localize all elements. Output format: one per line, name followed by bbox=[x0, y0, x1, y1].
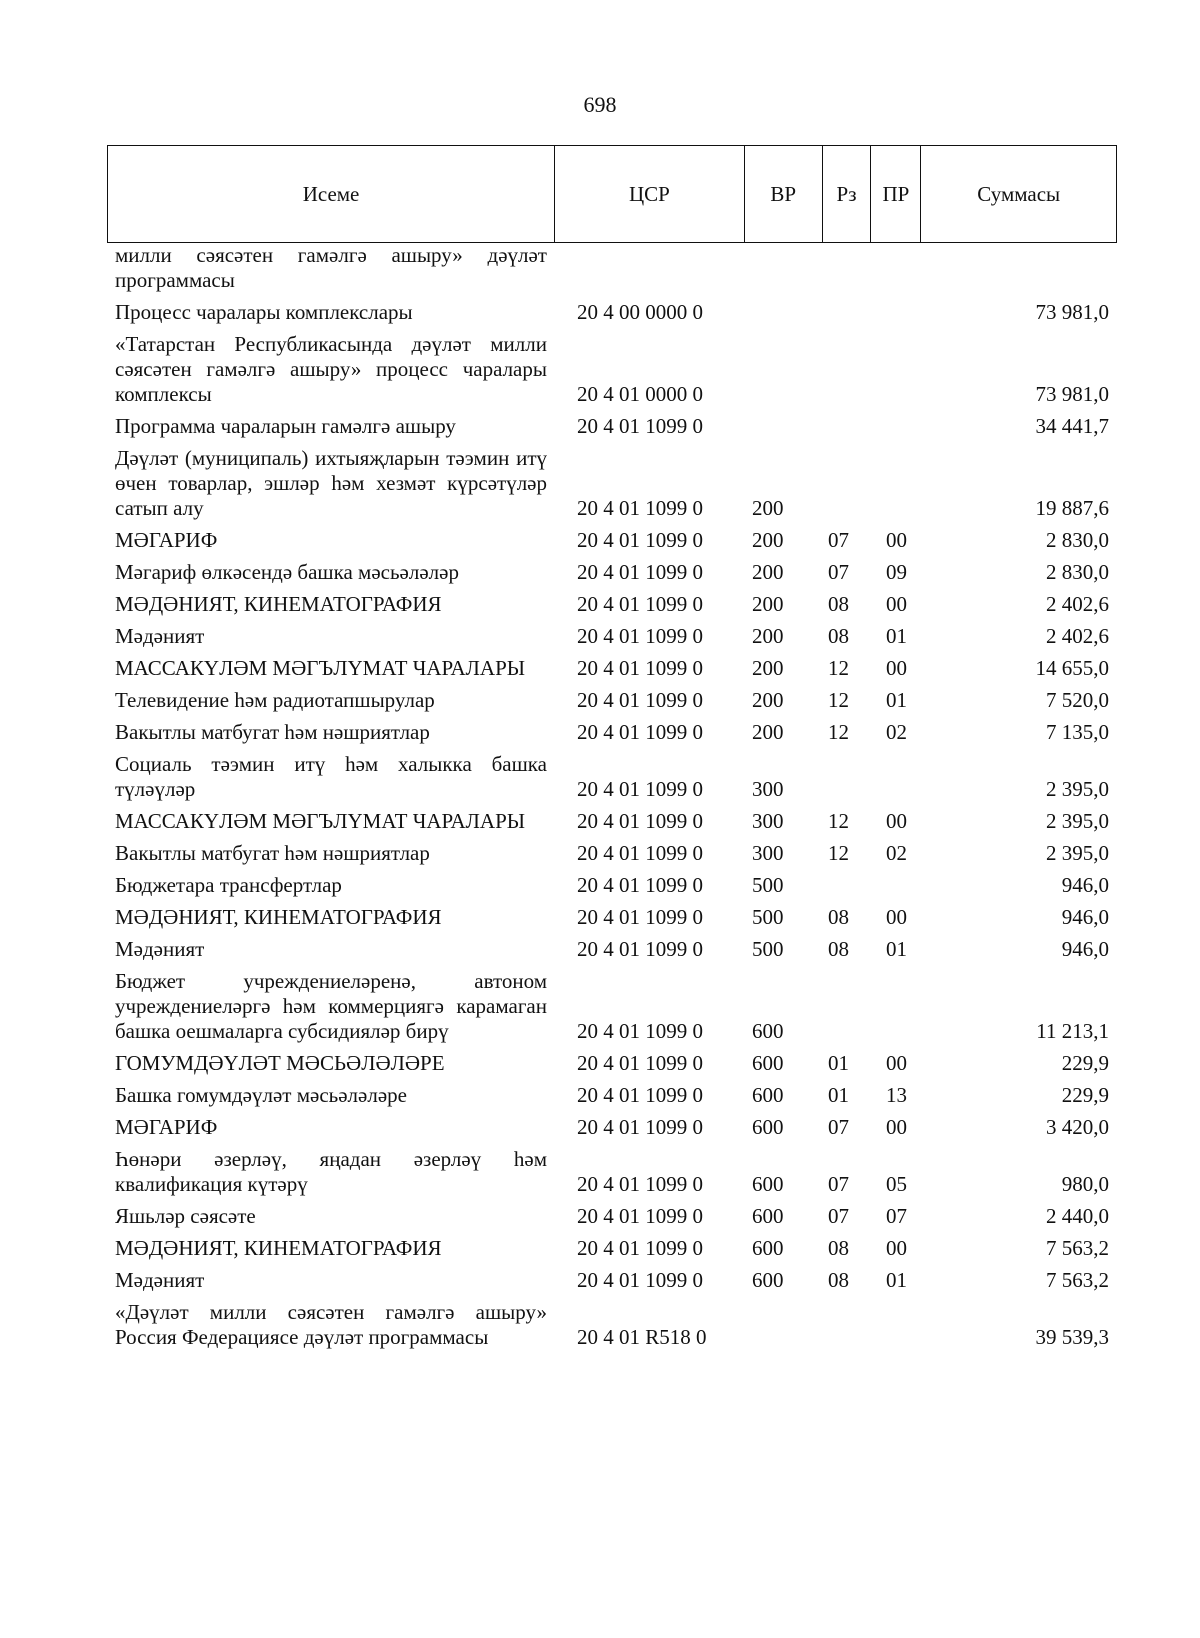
row-rz: 07 bbox=[828, 1172, 849, 1196]
table-row bbox=[107, 446, 1117, 521]
row-name: МӘГАРИФ bbox=[115, 1115, 218, 1139]
table-row bbox=[107, 1115, 1117, 1140]
row-rz: 12 bbox=[828, 720, 849, 744]
row-name: Социаль тәэмин итү һәм халыкка башка түләүләр bbox=[115, 752, 547, 801]
table-row bbox=[107, 969, 1117, 1044]
row-csr: 20 4 01 1099 0 bbox=[577, 560, 703, 584]
row-csr: 20 4 01 1099 0 bbox=[577, 414, 703, 438]
row-vr: 200 bbox=[752, 624, 784, 648]
row-vr: 500 bbox=[752, 905, 784, 929]
row-pr: 00 bbox=[886, 1051, 907, 1075]
row-vr bbox=[745, 243, 823, 293]
row-csr: 20 4 01 1099 0 bbox=[577, 1083, 703, 1107]
row-csr: 20 4 01 1099 0 bbox=[577, 873, 703, 897]
row-pr bbox=[872, 752, 922, 802]
row-sum: 7 135,0 bbox=[1046, 720, 1109, 744]
row-rz bbox=[823, 243, 872, 293]
row-name: Вакытлы матбугат һәм нәшриятлар bbox=[115, 720, 430, 744]
row-csr: 20 4 01 1099 0 bbox=[577, 592, 703, 616]
row-pr: 09 bbox=[886, 560, 907, 584]
row-csr: 20 4 01 1099 0 bbox=[577, 1051, 703, 1075]
row-vr: 600 bbox=[752, 1115, 784, 1139]
row-name: Башка гомумдәүләт мәсьәләләре bbox=[115, 1083, 407, 1107]
row-sum: 229,9 bbox=[1061, 1051, 1109, 1075]
row-rz: 12 bbox=[828, 656, 849, 680]
row-vr: 200 bbox=[752, 720, 784, 744]
table-row bbox=[107, 752, 1117, 802]
table-row bbox=[107, 841, 1117, 866]
table-row bbox=[107, 528, 1117, 553]
row-vr: 200 bbox=[752, 496, 784, 520]
row-vr bbox=[745, 300, 823, 325]
row-vr: 600 bbox=[752, 1268, 784, 1292]
row-sum: 73 981,0 bbox=[1035, 300, 1109, 324]
row-vr: 300 bbox=[752, 841, 784, 865]
table-row bbox=[107, 1300, 1117, 1350]
row-pr: 07 bbox=[886, 1204, 907, 1228]
row-csr: 20 4 01 1099 0 bbox=[577, 1115, 703, 1139]
row-pr bbox=[872, 300, 922, 325]
row-vr: 200 bbox=[752, 528, 784, 552]
row-vr: 600 bbox=[752, 1236, 784, 1260]
row-rz: 08 bbox=[828, 905, 849, 929]
row-name: Программа чараларын гамәлгә ашыру bbox=[115, 414, 456, 438]
row-pr: 02 bbox=[886, 841, 907, 865]
row-vr: 600 bbox=[752, 1083, 784, 1107]
header-vr: ВР bbox=[745, 146, 823, 242]
row-pr: 02 bbox=[886, 720, 907, 744]
row-csr: 20 4 01 1099 0 bbox=[577, 1204, 703, 1228]
row-rz: 07 bbox=[828, 1115, 849, 1139]
header-rz: Рз bbox=[823, 146, 872, 242]
table-row bbox=[107, 720, 1117, 745]
row-vr bbox=[745, 414, 823, 439]
page-number: 698 bbox=[583, 92, 617, 117]
row-pr bbox=[872, 969, 922, 1044]
table-row bbox=[107, 1236, 1117, 1261]
table-row bbox=[107, 937, 1117, 962]
row-sum: 73 981,0 bbox=[1035, 382, 1109, 406]
row-name: МӘДӘНИЯТ, КИНЕМАТОГРАФИЯ bbox=[115, 905, 442, 929]
row-name: Бюджет учреждениеләренә, автоном учреждениеләргә һәм коммерциягә карамаган башка оешмаларга субсидияләр бирү bbox=[115, 969, 547, 1043]
table-row bbox=[107, 243, 1117, 293]
row-rz bbox=[823, 969, 872, 1044]
table-row bbox=[107, 624, 1117, 649]
table-row bbox=[107, 300, 1117, 325]
row-name: Дәүләт (муниципаль) ихтыяҗларын тәэмин итү өчен товарлар, эшләр һәм хезмәт күрсәтүләр сатып алу bbox=[115, 446, 547, 520]
row-name: МАССАКҮЛӘМ МӘГЪЛҮМАТ ЧАРАЛАРЫ bbox=[115, 656, 526, 680]
row-csr: 20 4 01 1099 0 bbox=[577, 1268, 703, 1292]
row-rz: 12 bbox=[828, 688, 849, 712]
table-row bbox=[107, 688, 1117, 713]
row-vr: 600 bbox=[752, 1051, 784, 1075]
row-pr bbox=[872, 414, 922, 439]
row-rz: 07 bbox=[828, 560, 849, 584]
row-vr: 600 bbox=[752, 1019, 784, 1043]
row-vr: 200 bbox=[752, 592, 784, 616]
table-row bbox=[107, 1083, 1117, 1108]
row-pr bbox=[872, 332, 922, 407]
row-sum: 2 395,0 bbox=[1046, 777, 1109, 801]
row-csr: 20 4 01 1099 0 bbox=[577, 720, 703, 744]
table-row bbox=[107, 332, 1117, 407]
row-vr: 200 bbox=[752, 560, 784, 584]
table-row bbox=[107, 1147, 1117, 1197]
row-rz bbox=[823, 414, 872, 439]
row-csr: 20 4 01 1099 0 bbox=[577, 809, 703, 833]
row-vr bbox=[745, 1300, 823, 1350]
row-vr: 300 bbox=[752, 777, 784, 801]
row-name: милли сәясәтен гамәлгә ашыру» дәүләт программасы bbox=[115, 243, 547, 292]
row-sum: 14 655,0 bbox=[1035, 656, 1109, 680]
row-rz bbox=[823, 446, 872, 521]
row-csr: 20 4 01 1099 0 bbox=[577, 1236, 703, 1260]
row-rz: 07 bbox=[828, 528, 849, 552]
row-pr: 13 bbox=[886, 1083, 907, 1107]
row-sum: 2 830,0 bbox=[1046, 528, 1109, 552]
row-pr: 01 bbox=[886, 937, 907, 961]
row-pr: 00 bbox=[886, 1115, 907, 1139]
row-name: МӘГАРИФ bbox=[115, 528, 218, 552]
table-row bbox=[107, 905, 1117, 930]
row-csr: 20 4 01 1099 0 bbox=[577, 1019, 703, 1043]
row-csr: 20 4 01 1099 0 bbox=[577, 937, 703, 961]
row-sum: 229,9 bbox=[1061, 1083, 1109, 1107]
row-sum: 2 402,6 bbox=[1046, 624, 1109, 648]
row-name: МӘДӘНИЯТ, КИНЕМАТОГРАФИЯ bbox=[115, 1236, 442, 1260]
row-csr: 20 4 01 1099 0 bbox=[577, 624, 703, 648]
table-row bbox=[107, 656, 1117, 681]
table-row bbox=[107, 592, 1117, 617]
row-name: МӘДӘНИЯТ, КИНЕМАТОГРАФИЯ bbox=[115, 592, 442, 616]
row-vr: 600 bbox=[752, 1172, 784, 1196]
table-body bbox=[107, 243, 1117, 1357]
row-vr: 200 bbox=[752, 688, 784, 712]
table-header bbox=[107, 145, 1117, 243]
row-pr bbox=[872, 243, 922, 293]
row-sum: 946,0 bbox=[1061, 905, 1109, 929]
row-sum: 2 830,0 bbox=[1046, 560, 1109, 584]
row-sum: 946,0 bbox=[1061, 873, 1109, 897]
row-rz: 07 bbox=[828, 1204, 849, 1228]
row-rz: 08 bbox=[828, 624, 849, 648]
row-rz: 12 bbox=[828, 809, 849, 833]
row-csr: 20 4 00 0000 0 bbox=[577, 300, 703, 324]
row-pr bbox=[872, 1300, 922, 1350]
row-name: Процесс чаралары комплекслары bbox=[115, 300, 413, 324]
row-name: Һөнәри әзерләү, яңадан әзерләү һәм квалификация күтәрү bbox=[115, 1147, 547, 1196]
row-csr: 20 4 01 R518 0 bbox=[577, 1325, 707, 1349]
row-sum: 39 539,3 bbox=[1035, 1325, 1109, 1349]
row-csr: 20 4 01 1099 0 bbox=[577, 528, 703, 552]
row-pr: 00 bbox=[886, 905, 907, 929]
row-name: Телевидение һәм радиотапшырулар bbox=[115, 688, 435, 712]
row-rz bbox=[823, 752, 872, 802]
row-pr: 00 bbox=[886, 656, 907, 680]
row-csr: 20 4 01 1099 0 bbox=[577, 496, 703, 520]
row-pr bbox=[872, 446, 922, 521]
row-name: «Татарстан Республикасында дәүләт милли сәясәтен гамәлгә ашыру» процесс чаралары комплексы bbox=[115, 332, 547, 406]
row-rz bbox=[823, 332, 872, 407]
row-vr: 600 bbox=[752, 1204, 784, 1228]
row-csr: 20 4 01 1099 0 bbox=[577, 656, 703, 680]
row-csr: 20 4 01 1099 0 bbox=[577, 841, 703, 865]
table-row bbox=[107, 1268, 1117, 1293]
row-rz: 08 bbox=[828, 1236, 849, 1260]
row-vr: 300 bbox=[752, 809, 784, 833]
table-row bbox=[107, 809, 1117, 834]
row-pr: 01 bbox=[886, 688, 907, 712]
row-pr: 00 bbox=[886, 528, 907, 552]
row-sum: 980,0 bbox=[1061, 1172, 1109, 1196]
row-pr: 05 bbox=[886, 1172, 907, 1196]
row-csr: 20 4 01 1099 0 bbox=[577, 777, 703, 801]
row-sum: 11 213,1 bbox=[1036, 1019, 1109, 1043]
row-sum: 946,0 bbox=[1061, 937, 1109, 961]
row-name: МАССАКҮЛӘМ МӘГЪЛҮМАТ ЧАРАЛАРЫ bbox=[115, 809, 526, 833]
row-sum bbox=[922, 243, 1117, 293]
row-rz bbox=[823, 873, 872, 898]
row-sum: 19 887,6 bbox=[1035, 496, 1109, 520]
row-name: Яшьләр сәясәте bbox=[115, 1204, 256, 1228]
row-sum: 7 563,2 bbox=[1046, 1268, 1109, 1292]
row-sum: 7 563,2 bbox=[1046, 1236, 1109, 1260]
row-name: Мәдәният bbox=[115, 1268, 205, 1292]
row-pr bbox=[872, 873, 922, 898]
table-row bbox=[107, 1051, 1117, 1076]
row-sum: 7 520,0 bbox=[1046, 688, 1109, 712]
row-csr: 20 4 01 0000 0 bbox=[577, 382, 703, 406]
row-sum: 34 441,7 bbox=[1035, 414, 1109, 438]
row-csr: 20 4 01 1099 0 bbox=[577, 688, 703, 712]
table-row bbox=[107, 873, 1117, 898]
row-name: Мәгариф өлкәсендә башка мәсьәләләр bbox=[115, 560, 459, 584]
header-name: Исеме bbox=[108, 146, 555, 242]
row-pr: 01 bbox=[886, 624, 907, 648]
row-rz bbox=[823, 1300, 872, 1350]
row-vr: 500 bbox=[752, 937, 784, 961]
header-csr: ЦСР bbox=[555, 146, 745, 242]
row-rz bbox=[823, 300, 872, 325]
row-name: Мәдәният bbox=[115, 624, 205, 648]
row-sum: 2 440,0 bbox=[1046, 1204, 1109, 1228]
row-rz: 08 bbox=[828, 1268, 849, 1292]
row-pr: 00 bbox=[886, 592, 907, 616]
row-rz: 01 bbox=[828, 1083, 849, 1107]
row-csr: 20 4 01 1099 0 bbox=[577, 905, 703, 929]
row-name: Вакытлы матбугат һәм нәшриятлар bbox=[115, 841, 430, 865]
row-name: Мәдәният bbox=[115, 937, 205, 961]
row-sum: 3 420,0 bbox=[1046, 1115, 1109, 1139]
row-csr: 20 4 01 1099 0 bbox=[577, 1172, 703, 1196]
row-rz: 08 bbox=[828, 937, 849, 961]
row-vr: 500 bbox=[752, 873, 784, 897]
row-name: Бюджетара трансфертлар bbox=[115, 873, 342, 897]
row-pr: 00 bbox=[886, 1236, 907, 1260]
row-rz: 01 bbox=[828, 1051, 849, 1075]
header-pr: ПР bbox=[871, 146, 921, 242]
table-row bbox=[107, 414, 1117, 439]
row-pr: 00 bbox=[886, 809, 907, 833]
row-csr bbox=[555, 243, 745, 293]
table-row bbox=[107, 1204, 1117, 1229]
row-vr bbox=[745, 332, 823, 407]
row-sum: 2 395,0 bbox=[1046, 809, 1109, 833]
header-sum: Суммасы bbox=[977, 181, 1061, 206]
row-rz: 12 bbox=[828, 841, 849, 865]
row-sum: 2 402,6 bbox=[1046, 592, 1109, 616]
row-vr: 200 bbox=[752, 656, 784, 680]
row-name: ГОМУМДӘҮЛӘТ МӘСЬӘЛӘЛӘРЕ bbox=[115, 1051, 445, 1075]
row-rz: 08 bbox=[828, 592, 849, 616]
row-sum: 2 395,0 bbox=[1046, 841, 1109, 865]
table-row bbox=[107, 560, 1117, 585]
row-name: «Дәүләт милли сәясәтен гамәлгә ашыру» Россия Федерациясе дәүләт программасы bbox=[115, 1300, 547, 1349]
row-pr: 01 bbox=[886, 1268, 907, 1292]
